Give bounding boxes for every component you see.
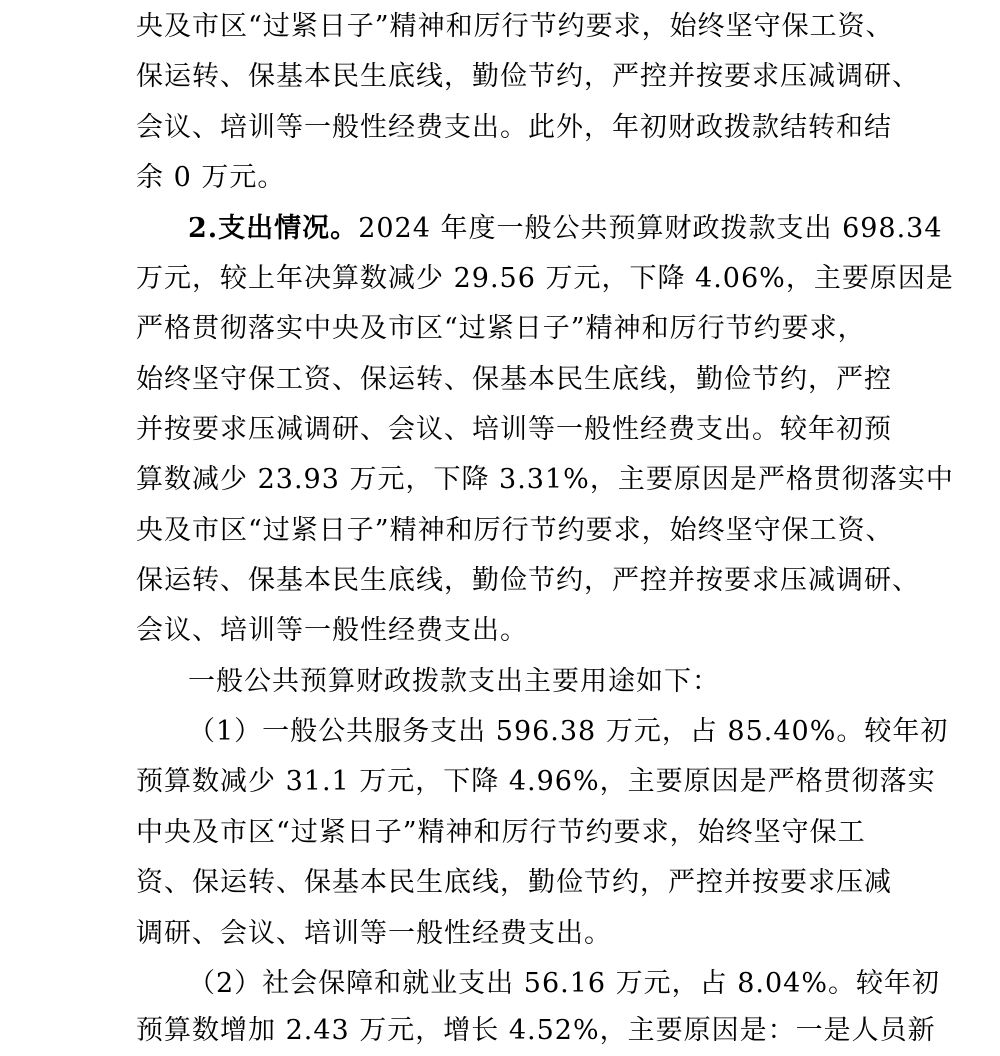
text-line: 始终坚守保工资、保运转、保基本民生底线，勤俭节约，严控	[136, 364, 892, 395]
text-run: 2024 年度一般公共预算财政拨款支出 698.34	[358, 213, 943, 244]
text-line: 保运转、保基本民生底线，勤俭节约，严控并按要求压减调研、	[136, 61, 920, 92]
text-line: 并按要求压减调研、会议、培训等一般性经费支出。较年初预	[136, 414, 892, 445]
text-line: 调研、会议、培训等一般性经费支出。	[136, 918, 612, 949]
text-line: 央及市区“过紧日子”精神和厉行节约要求，始终坚守保工资、	[136, 515, 894, 546]
text-line: （1）一般公共服务支出 596.38 万元，占 85.40%。较年初	[188, 716, 949, 747]
text-line: 余 0 万元。	[136, 162, 286, 193]
text-line: 央及市区“过紧日子”精神和厉行节约要求，始终坚守保工资、	[136, 11, 894, 42]
text-line: 严格贯彻落实中央及市区“过紧日子”精神和厉行节约要求，	[136, 313, 866, 344]
text-line: 保运转、保基本民生底线，勤俭节约，严控并按要求压减调研、	[136, 565, 920, 596]
text-line: 预算数增加 2.43 万元，增长 4.52%，主要原因是：一是人员新	[136, 1015, 936, 1046]
text-line: 会议、培训等一般性经费支出。	[136, 615, 528, 646]
paragraph-line-with-heading	[188, 204, 1000, 254]
text-line: 资、保运转、保基本民生底线，勤俭节约，严控并按要求压减	[136, 867, 892, 898]
text-line: （2）社会保障和就业支出 56.16 万元，占 8.04%。较年初	[188, 968, 940, 999]
text-line: 中央及市区“过紧日子”精神和厉行节约要求，始终坚守保工	[136, 817, 866, 848]
text-line: 万元，较上年决算数减少 29.56 万元，下降 4.06%，主要原因是	[136, 263, 954, 294]
text-line: 会议、培训等一般性经费支出。此外，年初财政拨款结转和结	[136, 112, 892, 143]
text-line: 一般公共预算财政拨款支出主要用途如下：	[188, 666, 720, 697]
text-line: 算数减少 23.93 万元，下降 3.31%，主要原因是严格贯彻落实中	[136, 464, 954, 495]
section-heading: 2.支出情况。	[188, 213, 359, 244]
text-line: 预算数减少 31.1 万元，下降 4.96%，主要原因是严格贯彻落实	[136, 766, 936, 797]
